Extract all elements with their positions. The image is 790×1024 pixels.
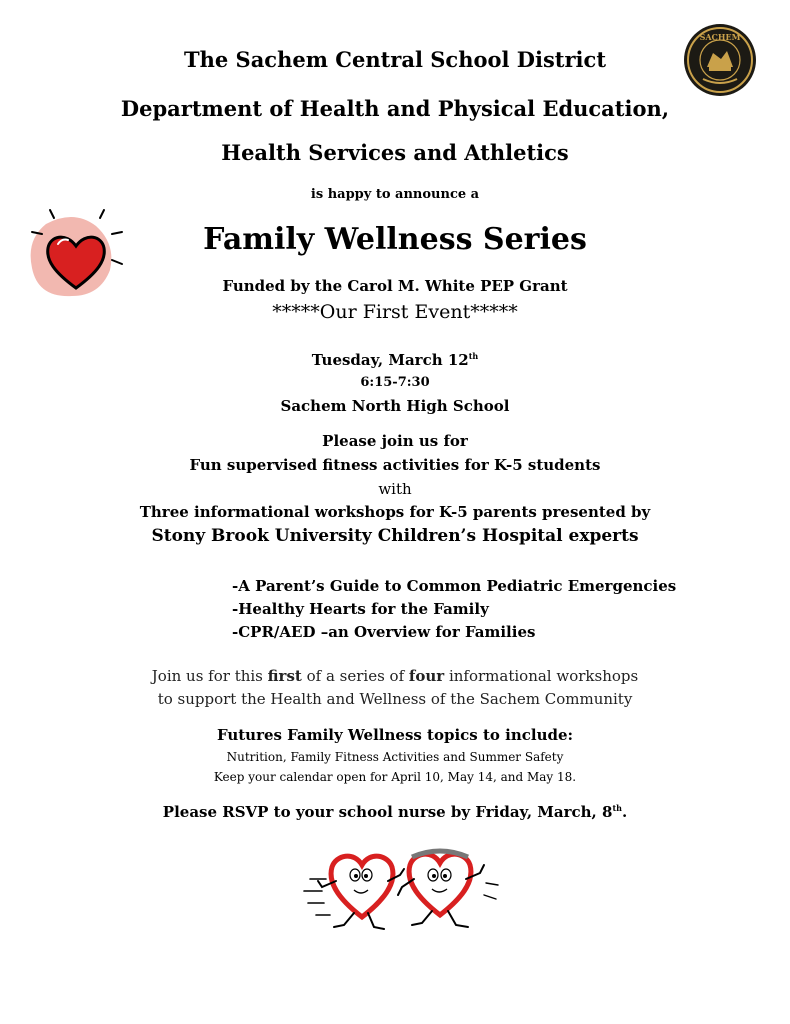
- invite-with: with: [378, 480, 412, 498]
- series-info-line1: Join us for this first of a series of four informational workshops: [151, 667, 639, 685]
- workshop-topic-list: [232, 575, 676, 644]
- running-hearts-icon: [300, 835, 505, 935]
- district-title: The Sachem Central School District: [183, 47, 607, 72]
- seal-text: SACHEM: [699, 32, 741, 42]
- services-title: Health Services and Athletics: [221, 140, 569, 165]
- funding-text: Funded by the Carol M. White PEP Grant: [222, 277, 568, 295]
- invite-activities: Fun supervised fitness activities for K-5 students: [189, 456, 601, 474]
- list-item: -CPR/AED –an Overview for Families: [232, 623, 536, 641]
- invite-presenter: Stony Brook University Children’s Hospital experts: [151, 526, 639, 546]
- invite-join: Please join us for: [322, 432, 468, 450]
- event-date: Tuesday, March 12th: [311, 351, 479, 369]
- future-calendar: Keep your calendar open for April 10, May 14, and May 18.: [213, 770, 577, 784]
- rsvp-text: Please RSVP to your school nurse by Friday, March, 8th.: [162, 803, 628, 821]
- event-time: 6:15-7:30: [360, 375, 430, 390]
- invite-workshops: Three informational workshops for K-5 parents presented by: [139, 503, 651, 521]
- future-topics: Nutrition, Family Fitness Activities and Summer Safety: [226, 750, 564, 764]
- series-title: Family Wellness Series: [203, 222, 587, 257]
- list-item: -Healthy Hearts for the Family: [232, 600, 489, 618]
- list-item: -A Parent’s Guide to Common Pediatric Emergencies: [232, 577, 677, 595]
- event-location: Sachem North High School: [280, 397, 510, 415]
- department-title: Department of Health and Physical Education,: [120, 96, 670, 121]
- announce-text: is happy to announce a: [310, 187, 480, 202]
- series-info-line2: to support the Health and Wellness of the Sachem Community: [157, 690, 633, 708]
- future-heading: Futures Family Wellness topics to include:: [216, 726, 574, 744]
- first-event-banner: *****Our First Event*****: [272, 301, 518, 323]
